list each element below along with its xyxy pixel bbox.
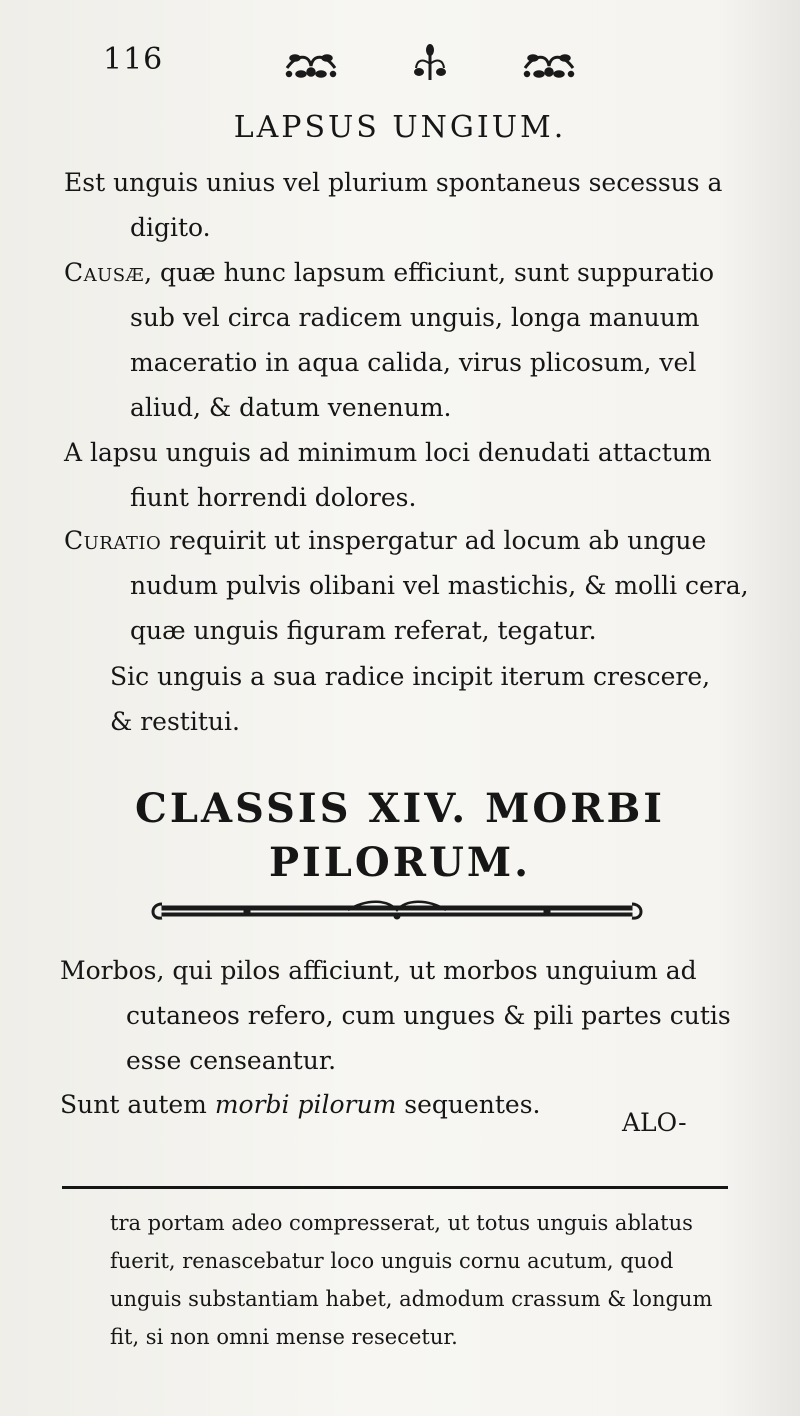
sprig-icon (413, 44, 447, 86)
curatio-label: Curatio (64, 526, 162, 555)
morbos-first-line: Morbos, qui pilos afficiunt, ut morbos unguium ad (60, 956, 697, 985)
curatio-rest: nudum pulvis olibani vel mastichis, & molli cera, quæ unguis figuram referat, tegatur. (130, 571, 749, 645)
pain-rest: fiunt horrendi dolores. (130, 483, 417, 512)
paragraph-sic (110, 654, 750, 744)
causae-rest: sub vel circa radicem unguis, longa manuum maceratio in aqua calida, virus plicosum, vel aliud, & datum venenum. (130, 303, 700, 422)
paragraph-definition (64, 160, 754, 250)
causae-first-line: , quæ hunc lapsum efficiunt, sunt suppuratio (144, 258, 715, 287)
footnote-divider (62, 1186, 728, 1189)
definition-first-line: Est unguis unius vel plurium spontaneus secessus a (64, 168, 723, 197)
paragraph-curatio (64, 518, 754, 653)
sunt-lead: Sunt autem (60, 1090, 215, 1119)
pain-first-line: A lapsu unguis ad minimum loci denudati attactum (64, 438, 712, 467)
paragraph-pain (64, 430, 754, 520)
section-title: LAPSUS UNGIUM. (233, 110, 567, 145)
footnote-text: tra portam adeo compresserat, ut totus unguis ablatus fuerit, renascebatur loco unguis cornu acutum, quod unguis substantiam habet, admodum crassum & longum fit, si non omni mense resecetur. (110, 1211, 713, 1349)
sic-first-line: Sic unguis a sua radice incipit iterum crescere, (110, 662, 711, 691)
class-heading-line-2: PILORUM. (268, 839, 532, 886)
class-heading (0, 782, 800, 890)
causae-label: Causæ (64, 258, 145, 287)
sic-rest: & restitui. (110, 707, 240, 736)
morbos-rest: cutaneos refero, cum ungues & pili partes cutis esse censeantur. (126, 1001, 731, 1075)
fleuron-icon (283, 44, 339, 84)
paragraph-causae (64, 250, 754, 430)
fleuron-icon (521, 44, 577, 84)
page-number: 116 (103, 42, 164, 77)
catchword: ALO- (622, 1108, 687, 1137)
definition-rest: digito. (130, 213, 211, 242)
paragraph-morbos (60, 948, 750, 1083)
sunt-italic: morbi pilorum (214, 1090, 397, 1119)
sunt-tail: sequentes. (396, 1090, 541, 1119)
ornamental-rule-icon (148, 896, 646, 926)
page-header (103, 40, 723, 90)
curatio-first-line: requirit ut inspergatur ad locum ab ungue (161, 526, 707, 555)
class-heading-line-1: CLASSIS XIV. MORBI (135, 785, 665, 832)
